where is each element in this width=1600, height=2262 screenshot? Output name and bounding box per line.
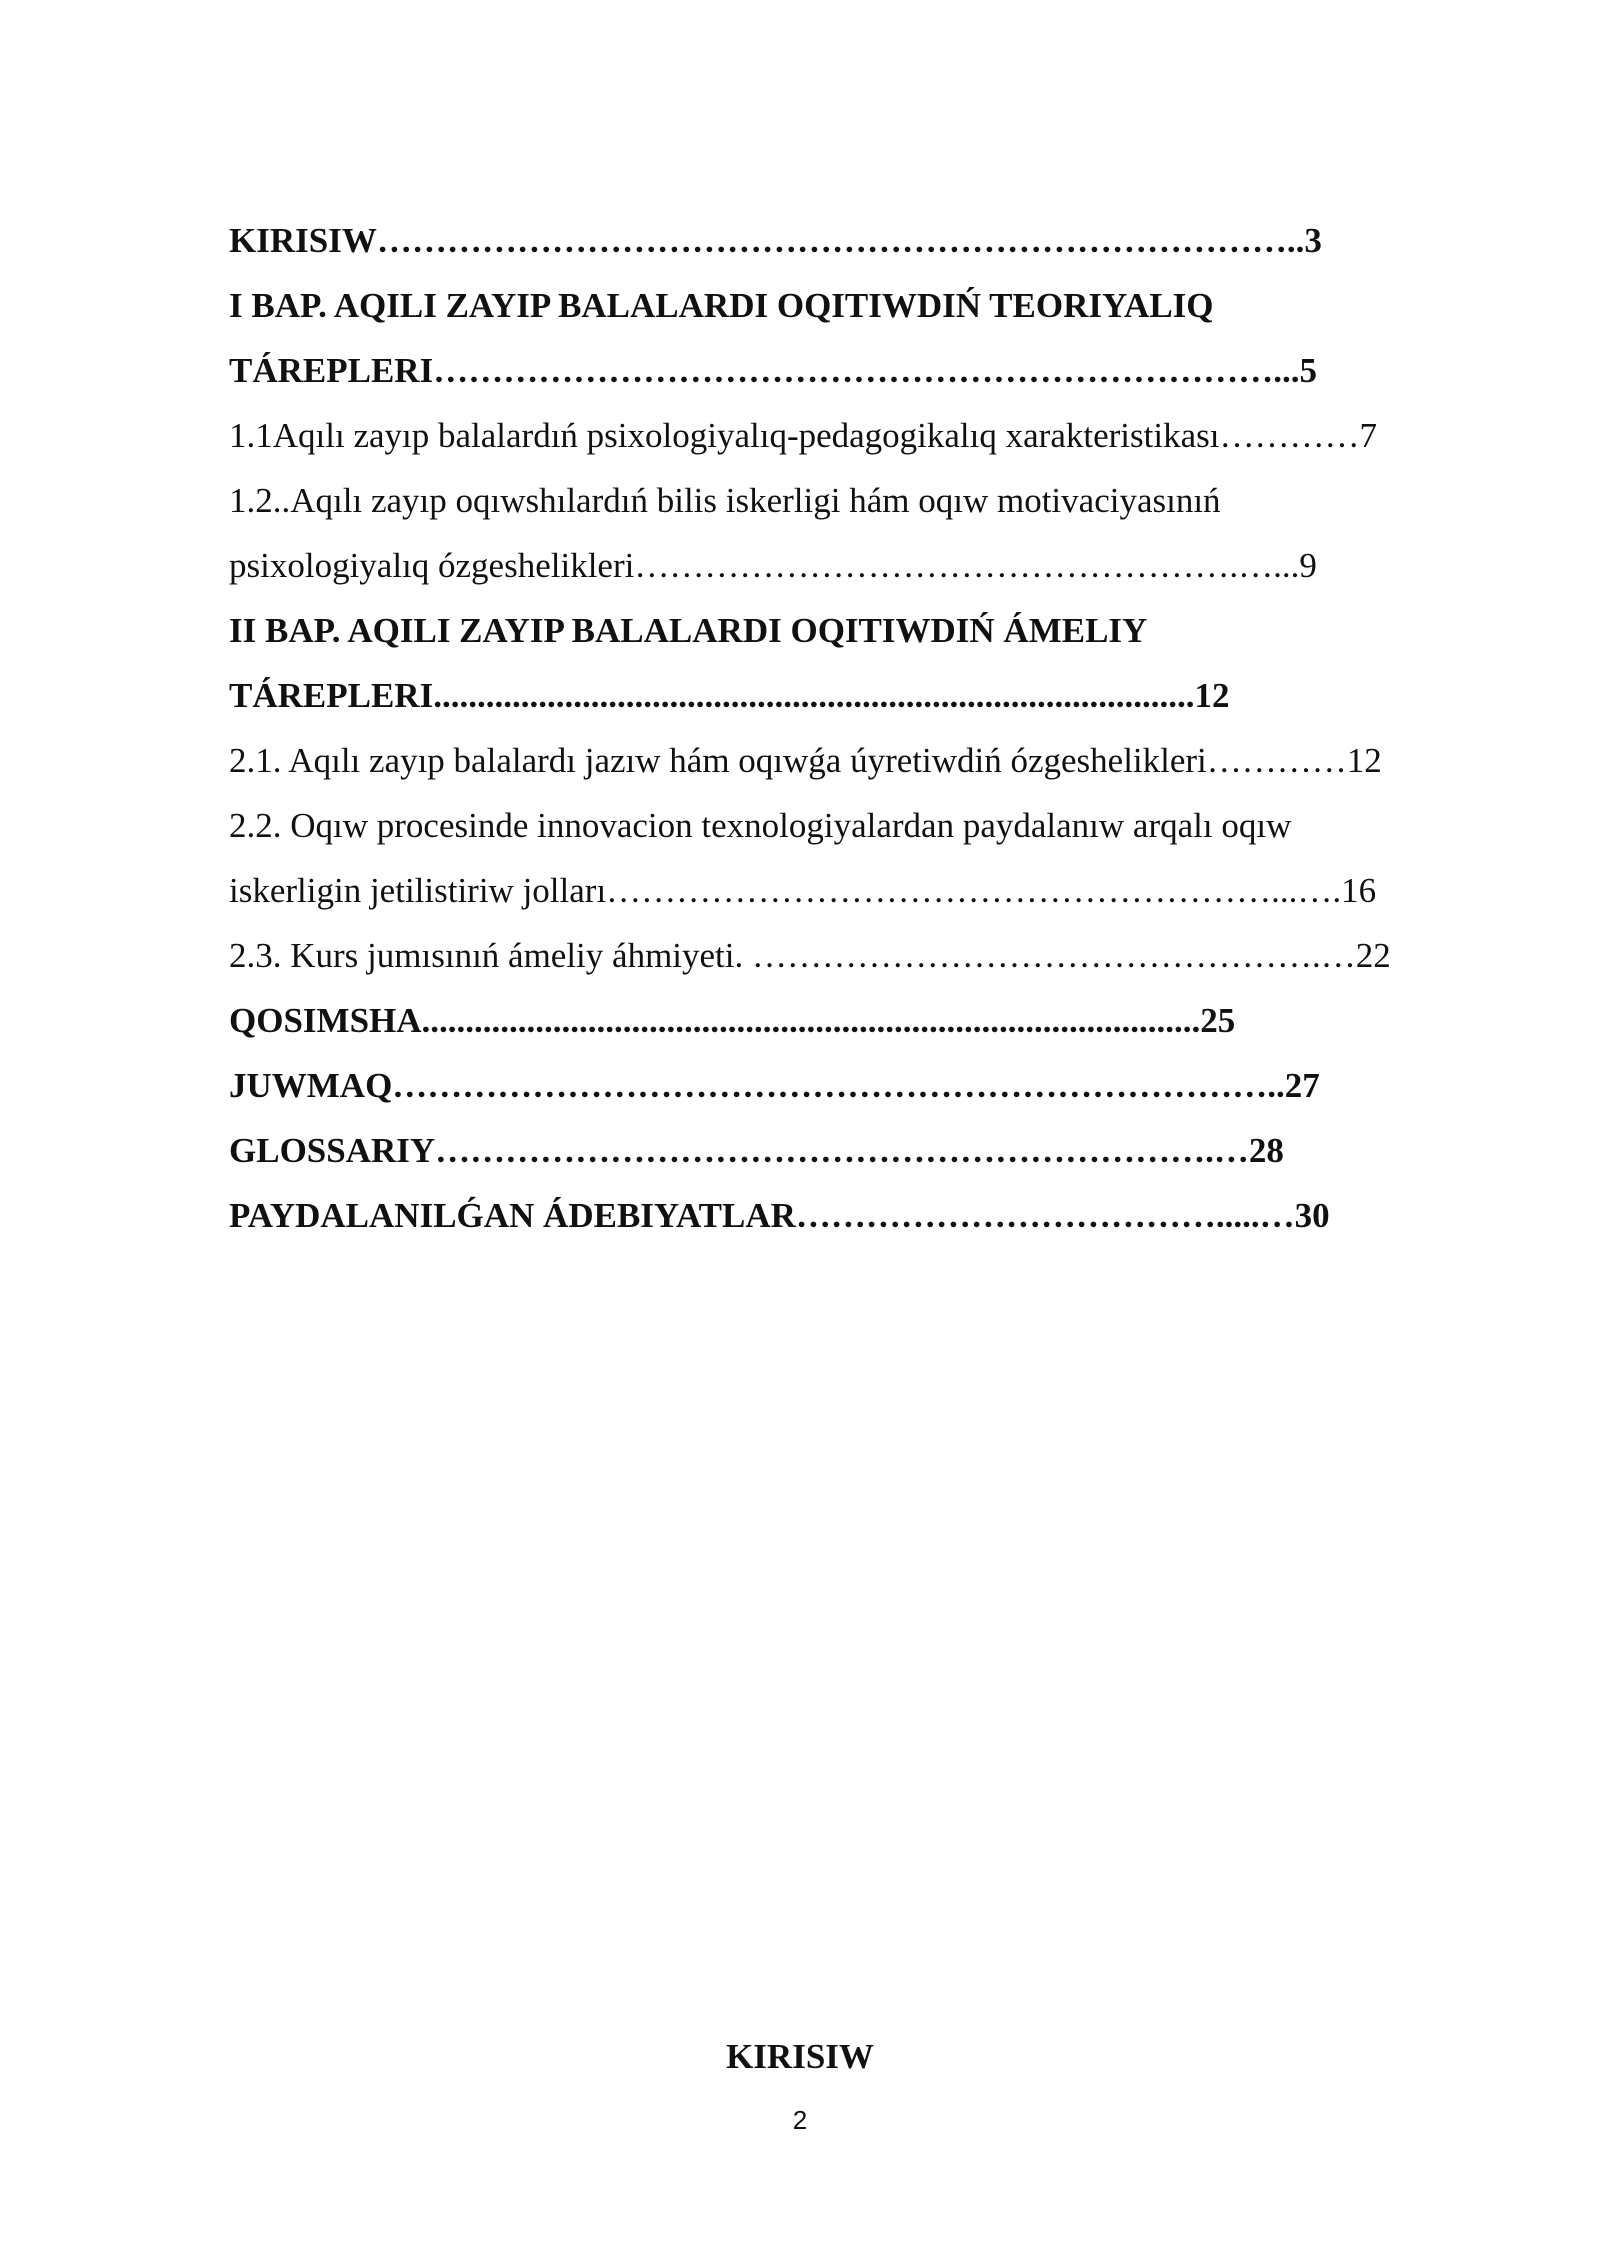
toc-line: 1.2..Aqılı zayıp oqıwshılardıń bilis iskerligi hám oqıw motivaciyasınıń bbox=[229, 481, 1221, 520]
toc-line: JUWMAQ…………………………………………………………………..27 bbox=[229, 1066, 1320, 1105]
toc-line: 2.1. Aqılı zayıp balalardı jazıw hám oqıwǵa úyretiwdiń ózgeshelikleri…………12 bbox=[229, 741, 1382, 780]
toc-line: 2.2. Oqıw procesinde innovacion texnologiyalardan paydalanıw arqalı oqıw bbox=[229, 806, 1292, 845]
toc-line: QOSIMSHA.........................................................................................25 bbox=[229, 1001, 1236, 1040]
page-number: 2 bbox=[792, 2105, 808, 2135]
toc-line: KIRISIW……………………………………………………………………..3 bbox=[229, 221, 1322, 260]
toc-line: psixologiyalıq ózgeshelikleri…………………………………………….…...9 bbox=[229, 546, 1317, 585]
toc-line: PAYDALANILǴAN ÁDEBIYATLAR……………………………….....…30 bbox=[229, 1196, 1330, 1235]
table-of-contents bbox=[229, 208, 1489, 1248]
toc-line: I BAP. AQILI ZAYIP BALALARDI OQITIWDIŃ TEORIYALIQ bbox=[229, 286, 1214, 325]
toc-line: TÁREPLERI………………………………………………………………...5 bbox=[229, 351, 1317, 390]
toc-line: 2.3. Kurs jumısınıń ámeliy áhmiyeti. ………………………………………….…22 bbox=[229, 936, 1391, 975]
toc-line: 1.1Aqılı zayıp balalardıń psixologiyalıq-pedagogikalıq xarakteristikası…………7 bbox=[229, 416, 1377, 455]
toc-line: II BAP. AQILI ZAYIP BALALARDI OQITIWDIŃ ÁMELIY bbox=[229, 611, 1148, 650]
section-heading: KIRISIW bbox=[726, 2037, 874, 2076]
toc-line: GLOSSARIY………………………………………………………….…28 bbox=[229, 1131, 1284, 1170]
toc-line: TÁREPLERI.......................................................................................12 bbox=[229, 676, 1230, 715]
toc-line: iskerligin jetilistiriw jolları…………………………………………………...….16 bbox=[229, 871, 1377, 910]
